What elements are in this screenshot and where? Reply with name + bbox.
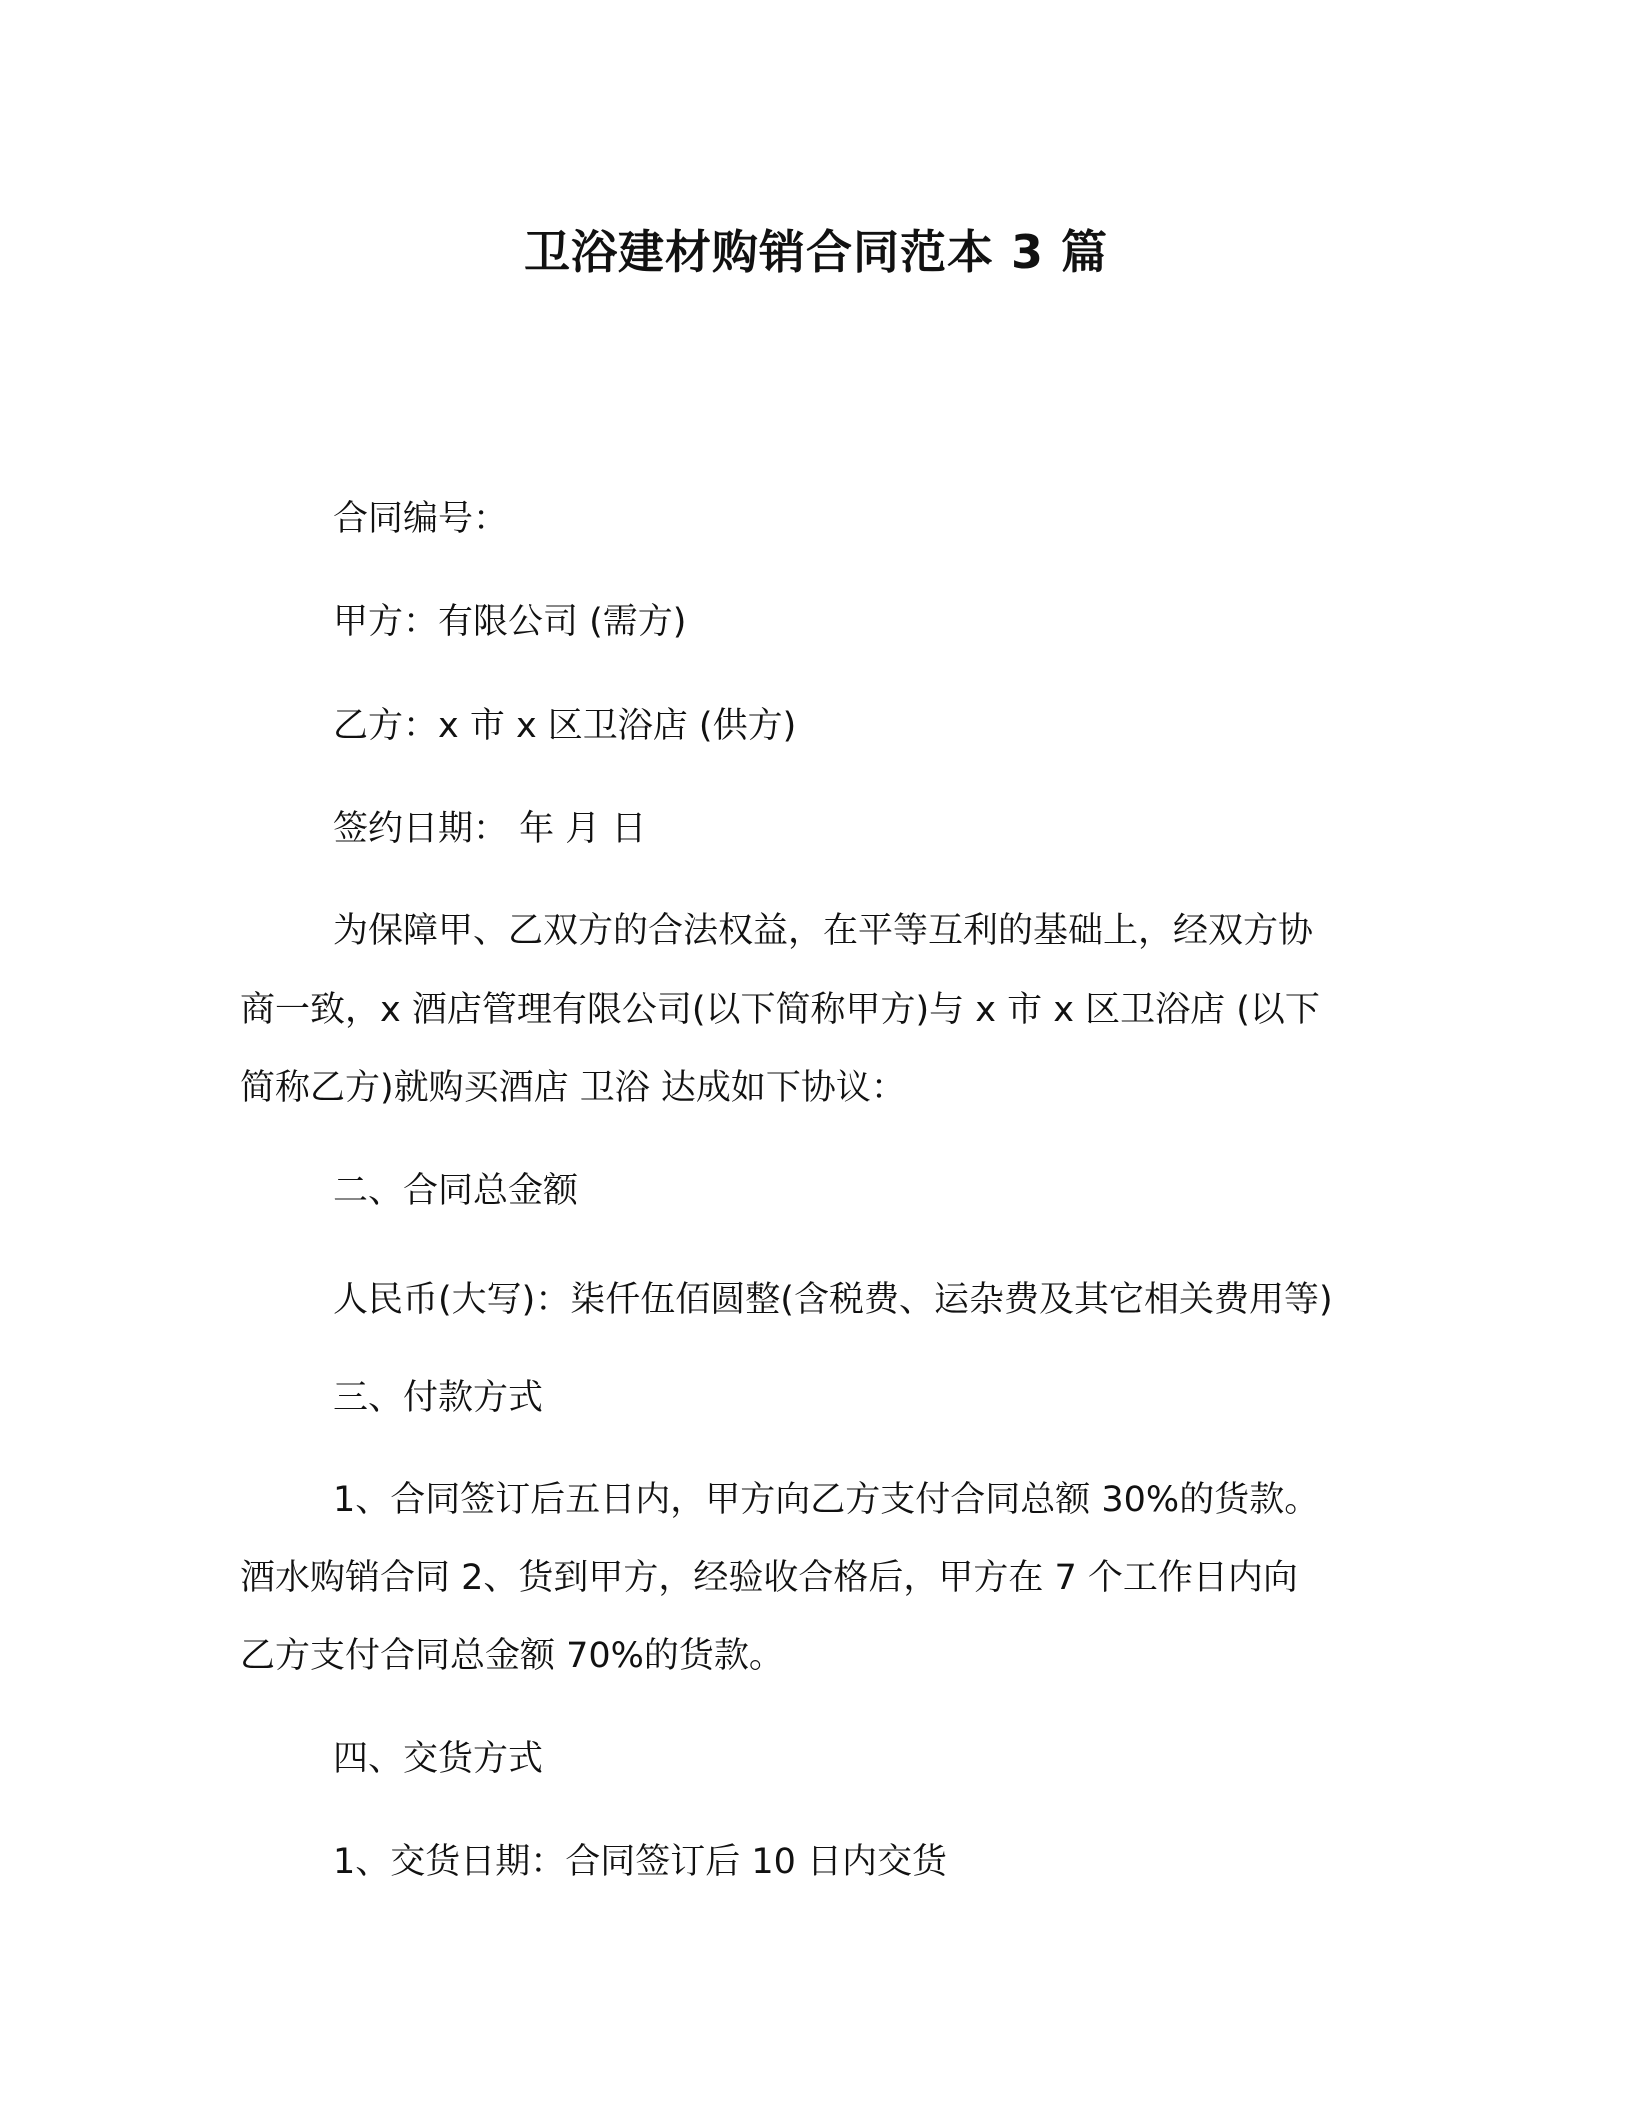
section-3-line-2: 酒水购销合同 2、货到甲方，经验收合格后，甲方在 7 个工作日内向 xyxy=(240,1558,1298,1598)
preamble-line-3: 简称乙方)就购买酒店 卫浴 达成如下协议： xyxy=(240,1068,906,1108)
party-a-field: 甲方：有限公司 (需方) xyxy=(333,602,687,642)
section-3-heading: 三、付款方式 xyxy=(333,1378,544,1418)
section-2-heading: 二、合同总金额 xyxy=(333,1171,579,1211)
document-title: 卫浴建材购销合同范本 3 篇 xyxy=(523,225,1109,279)
party-b-field: 乙方：x 市 x 区卫浴店 (供方) xyxy=(333,706,797,746)
section-4-line-1: 1、交货日期：合同签订后 10 日内交货 xyxy=(333,1842,948,1882)
section-4-heading: 四、交货方式 xyxy=(333,1739,544,1779)
contract-number-field: 合同编号： xyxy=(333,499,509,539)
section-3-line-1: 1、合同签订后五日内，甲方向乙方支付合同总额 30%的货款。 xyxy=(333,1480,1320,1520)
section-2-body: 人民币(大写)：柒仟伍佰圆整(含税费、运杂费及其它相关费用等) xyxy=(333,1280,1333,1320)
preamble-line-1: 为保障甲、乙双方的合法权益，在平等互利的基础上，经双方协 xyxy=(333,911,1314,951)
preamble-line-2: 商一致，x 酒店管理有限公司(以下简称甲方)与 x 市 x 区卫浴店 (以下 xyxy=(240,990,1320,1030)
section-3-line-3: 乙方支付合同总金额 70%的货款。 xyxy=(240,1636,784,1676)
sign-date-field: 签约日期： 年 月 日 xyxy=(333,809,647,849)
